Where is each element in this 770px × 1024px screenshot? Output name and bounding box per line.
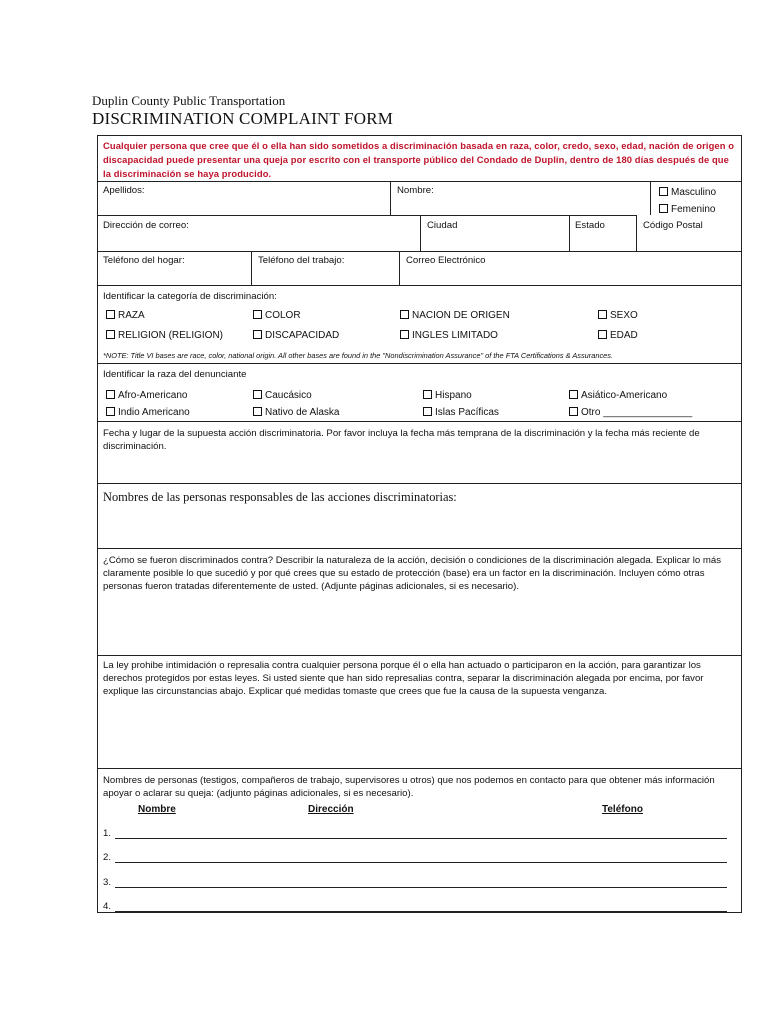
indio-checkbox[interactable] (106, 407, 115, 416)
raza-denunciante-label: Identificar la raza del denunciante (103, 369, 247, 380)
discapacidad-checkbox[interactable] (253, 330, 262, 339)
estado-field[interactable] (570, 216, 636, 252)
femenino-option[interactable]: Femenino (659, 204, 715, 216)
afro-checkbox[interactable] (106, 390, 115, 399)
otro-checkbox[interactable] (569, 407, 578, 416)
asiatico-option[interactable]: Asiático-Americano (569, 390, 667, 402)
edad-checkbox[interactable] (598, 330, 607, 339)
hispano-checkbox[interactable] (423, 390, 432, 399)
tel-trabajo-field[interactable] (252, 252, 399, 286)
masculino-checkbox[interactable] (659, 187, 668, 196)
direccion-label: Dirección de correo: (103, 220, 189, 231)
apellidos-label: Apellidos: (103, 185, 145, 196)
nativo-option[interactable]: Nativo de Alaska (253, 407, 340, 419)
testigos-prompt: Nombres de personas (testigos, compañeros de trabajo, supervisores u otros) que nos podemos en contacto para que obtener más información apoyar o aclarar su queja: (adjunto páginas adicionales, si es necesario). (103, 775, 715, 799)
form-title: DISCRIMINATION COMPLAINT FORM (92, 109, 394, 128)
categoria-label: Identificar la categoría de discriminación: (103, 291, 277, 302)
correo-label: Correo Electrónico (406, 255, 486, 266)
ingles-checkbox[interactable] (400, 330, 409, 339)
caucasico-option[interactable]: Caucásico (253, 390, 312, 402)
hispano-option[interactable]: Hispano (423, 390, 472, 402)
direccion-field[interactable] (98, 216, 420, 252)
testigo-line-4[interactable] (115, 911, 727, 912)
responsables-prompt: Nombres de las personas responsables de las acciones discriminatorias: (103, 490, 457, 504)
testigo-row-number: 2. (103, 852, 112, 863)
ingles-option[interactable]: INGLES LIMITADO (400, 330, 498, 342)
apellidos-field[interactable] (98, 182, 390, 216)
sexo-option[interactable]: SEXO (598, 310, 638, 322)
ciudad-label: Ciudad (427, 220, 458, 231)
discapacidad-option[interactable]: DISCAPACIDAD (253, 330, 339, 342)
fecha-field[interactable] (98, 422, 741, 483)
col-nombre: Nombre (138, 804, 176, 815)
color-option[interactable]: COLOR (253, 310, 301, 322)
testigo-line-2[interactable] (115, 862, 727, 863)
intro-text: Cualquier persona que cree que él o ella han sido sometidos a discriminación basada en raza, color, credo, sexo, edad, nación de origen o discapacidad puede presentar una queja por escrito con el transporte público del Condado de Duplin, dentro de 180 días después de que la discriminación se haya producido. (103, 140, 735, 179)
testigo-row-number: 4. (103, 901, 112, 912)
testigo-line-3[interactable] (115, 887, 727, 888)
afro-option[interactable]: Afro-Americano (106, 390, 187, 402)
caucasico-checkbox[interactable] (253, 390, 262, 399)
tel-hogar-field[interactable] (98, 252, 251, 286)
col-telefono: Teléfono (602, 804, 643, 815)
sexo-checkbox[interactable] (598, 310, 607, 319)
masculino-option[interactable]: Masculino (659, 187, 716, 199)
indio-option[interactable]: Indio Americano (106, 407, 190, 419)
raza-checkbox[interactable] (106, 310, 115, 319)
otro-option[interactable]: Otro ________________ (569, 407, 692, 419)
col-direccion: Dirección (308, 804, 354, 815)
color-checkbox[interactable] (253, 310, 262, 319)
codigo-postal-field[interactable] (637, 216, 741, 252)
tel-trabajo-label: Teléfono del trabajo: (258, 255, 345, 266)
ciudad-field[interactable] (421, 216, 569, 252)
islas-checkbox[interactable] (423, 407, 432, 416)
raza-option[interactable]: RAZA (106, 310, 145, 322)
codigo-postal-label: Código Postal (643, 220, 703, 231)
responsables-field[interactable] (98, 484, 741, 548)
nacion-option[interactable]: NACION DE ORIGEN (400, 310, 510, 322)
correo-field[interactable] (400, 252, 740, 286)
testigo-row-number: 1. (103, 828, 112, 839)
testigo-row-number: 3. (103, 877, 112, 888)
nombre-field[interactable] (391, 182, 650, 216)
nombre-label: Nombre: (397, 185, 434, 196)
religion-checkbox[interactable] (106, 330, 115, 339)
fecha-prompt: Fecha y lugar de la supuesta acción discriminatoria. Por favor incluya la fecha más temprana de la discriminación y la fecha más reciente de discriminación. (103, 428, 700, 452)
complaint-form (97, 135, 742, 913)
testigo-line-1[interactable] (115, 838, 727, 839)
como-field[interactable] (98, 549, 741, 655)
religion-option[interactable]: RELIGION (RELIGION) (106, 330, 223, 342)
edad-option[interactable]: EDAD (598, 330, 638, 342)
estado-label: Estado (575, 220, 605, 231)
represalia-prompt: La ley prohibe intimidación o represalia contra cualquier persona porque él o ella han actuado o participaron en la acción, para garantizar los derechos protegidos por estas leyes. Si usted siente que han sido represalias contra, separar la discriminación alegada por encima, por favor explique las circunstancias abajo. Explicar qué medidas tomaste que crees que fue la causa de la supuesta venganza. (103, 660, 704, 697)
como-prompt: ¿Cómo se fueron discriminados contra? Describir la naturaleza de la acción, decisión o condiciones de la discriminación alegada. Explicar lo más claramente posible lo que sucedió y por qué crees que su estado de protección (base) era un factor en la discriminación. Incluyen cómo otras personas fueron tratadas diferentemente de usted. (Adjunte páginas adicionales, si es necesario). (103, 555, 722, 592)
tel-hogar-label: Teléfono del hogar: (103, 255, 185, 266)
femenino-checkbox[interactable] (659, 204, 668, 213)
represalia-field[interactable] (98, 656, 741, 768)
title-vi-note: *NOTE: Title VI bases are race, color, national origin. All other bases are found in the "Nondiscrimination Assurance" of the FTA Certifications & Assurances. (103, 351, 614, 360)
nativo-checkbox[interactable] (253, 407, 262, 416)
asiatico-checkbox[interactable] (569, 390, 578, 399)
organization-name: Duplin County Public Transportation (92, 93, 286, 108)
islas-option[interactable]: Islas Pacíficas (423, 407, 499, 419)
nacion-checkbox[interactable] (400, 310, 409, 319)
